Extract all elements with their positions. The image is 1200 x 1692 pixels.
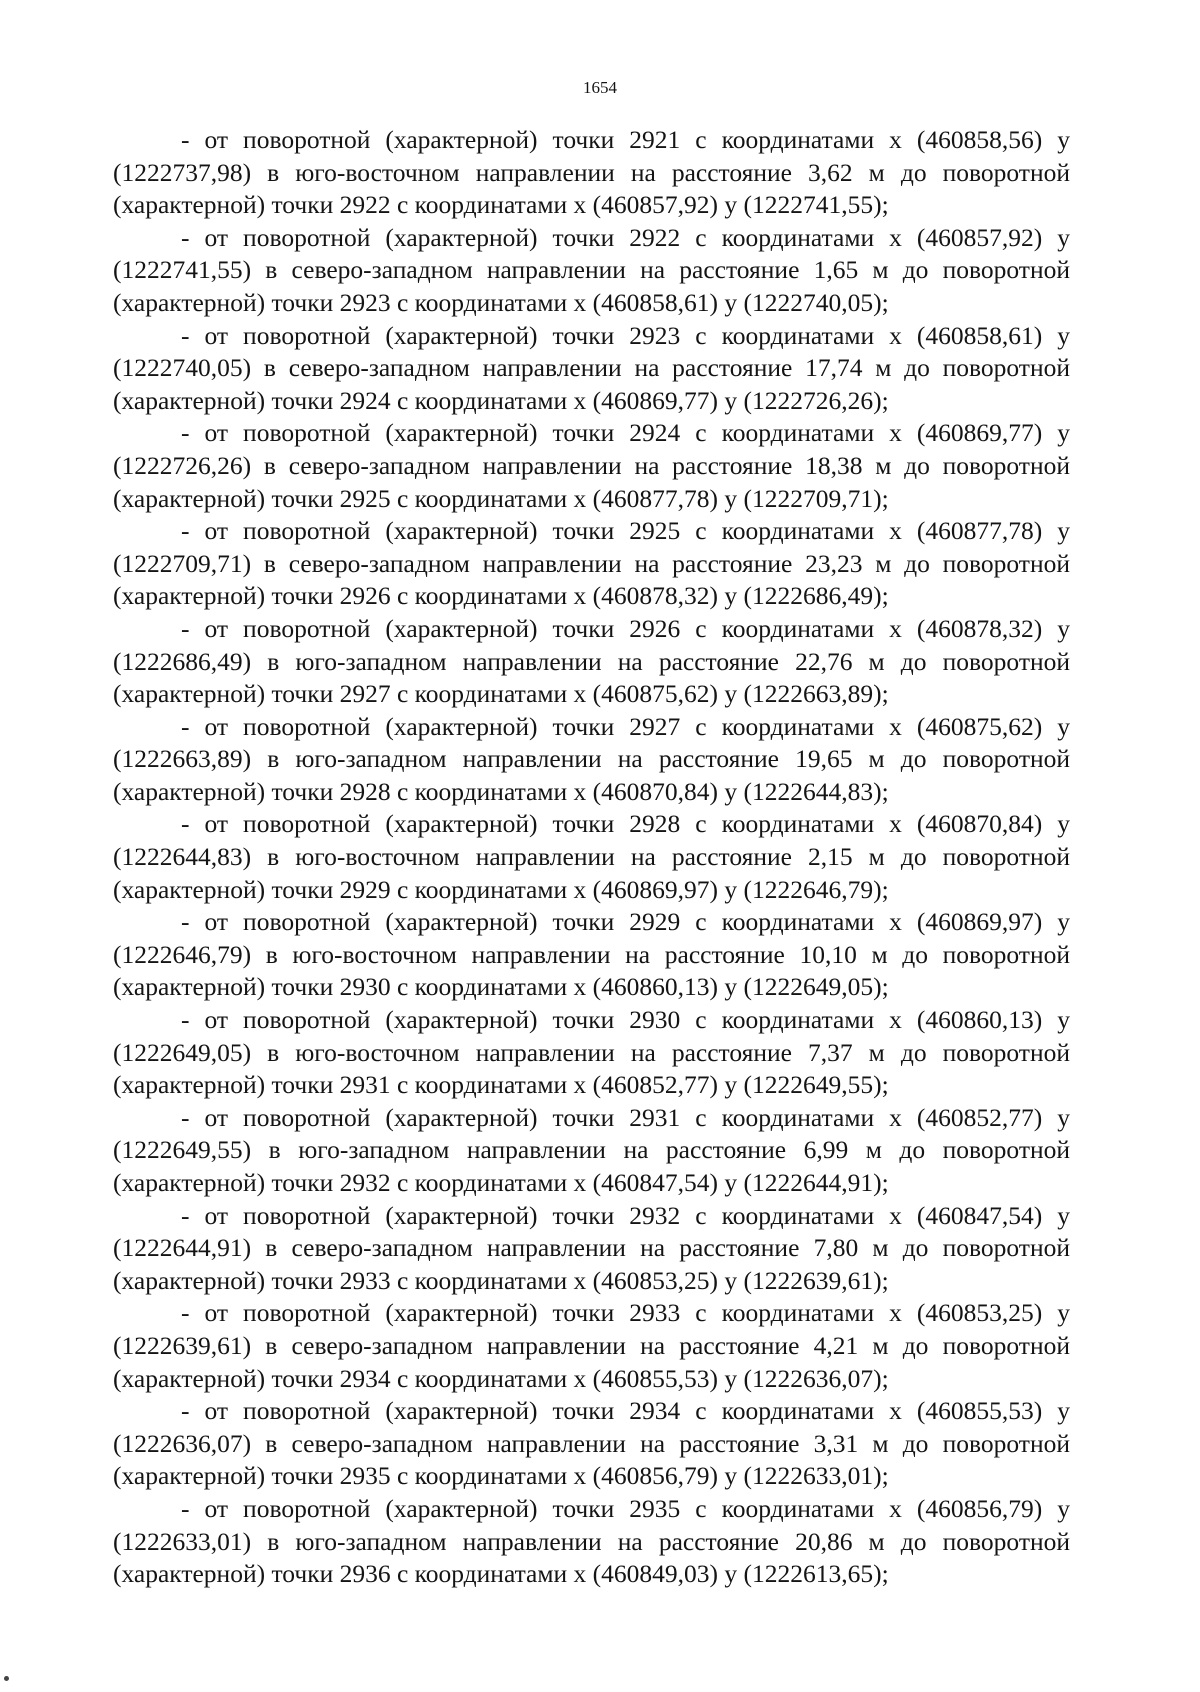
boundary-segment-2927: - от поворотной (характерной) точки 2927 с координатами х (460875,62) у (1222663,89) в юго-западном направлении на расстояние 19,65 м до поворотной (характерной) точки 2928 с координатами х (460870,84) у (1222644,83); [113,711,1070,806]
boundary-segment-2933: - от поворотной (характерной) точки 2933 с координатами х (460853,25) у (1222639,61) в северо-западном направлении на расстояние 4,21 м до поворотной (характерной) точки 2934 с координатами х (460855,53) у (1222636,07); [113,1298,1070,1393]
boundary-segment-2926: - от поворотной (характерной) точки 2926 с координатами х (460878,32) у (1222686,49) в юго-западном направлении на расстояние 22,76 м до поворотной (характерной) точки 2927 с координатами х (460875,62) у (1222663,89); [113,613,1070,709]
scan-dot-mark [4,1676,9,1681]
boundary-segment-2928: - от поворотной (характерной) точки 2928 с координатами х (460870,84) у (1222644,83) в юго-восточном направлении на расстояние 2,15 м до поворотной (характерной) точки 2929 с координатами х (460869,97) у (1222646,79); [113,809,1070,904]
boundary-segment-2929: - от поворотной (характерной) точки 2929 с координатами х (460869,97) у (1222646,79) в юго-восточном направлении на расстояние 10,10 м до поворотной (характерной) точки 2930 с координатами х (460860,13) у (1222649,05); [113,907,1070,1002]
boundary-segment-2923: - от поворотной (характерной) точки 2923 с координатами х (460858,61) у (1222740,05) в северо-западном направлении на расстояние 17,74 м до поворотной (характерной) точки 2924 с координатами х (460869,77) у (1222726,26); [113,320,1070,415]
boundary-segment-2924: - от поворотной (характерной) точки 2924 с координатами х (460869,77) у (1222726,26) в северо-западном направлении на расстояние 18,38 м до поворотной (характерной) точки 2925 с координатами х (460877,78) у (1222709,71); [113,418,1070,513]
page-number: 1654 [583,78,617,97]
boundary-segment-2932: - от поворотной (характерной) точки 2932 с координатами х (460847,54) у (1222644,91) в северо-западном направлении на расстояние 7,80 м до поворотной (характерной) точки 2933 с координатами х (460853,25) у (1222639,61); [113,1200,1070,1295]
boundary-segment-2922: - от поворотной (характерной) точки 2922 с координатами х (460857,92) у (1222741,55) в северо-западном направлении на расстояние 1,65 м до поворотной (характерной) точки 2923 с координатами х (460858,61) у (1222740,05); [113,222,1070,317]
boundary-segment-2931: - от поворотной (характерной) точки 2931 с координатами х (460852,77) у (1222649,55) в юго-западном направлении на расстояние 6,99 м до поворотной (характерной) точки 2932 с координатами х (460847,54) у (1222644,91); [113,1102,1070,1197]
boundary-segment-2935: - от поворотной (характерной) точки 2935 с координатами х (460856,79) у (1222633,01) в юго-западном направлении на расстояние 20,86 м до поворотной (характерной) точки 2936 с координатами х (460849,03) у (1222613,65); [113,1493,1070,1589]
boundary-segment-2930: - от поворотной (характерной) точки 2930 с координатами х (460860,13) у (1222649,05) в юго-восточном направлении на расстояние 7,37 м до поворотной (характерной) точки 2931 с координатами х (460852,77) у (1222649,55); [113,1005,1070,1100]
boundary-description [113,124,1070,1591]
boundary-segment-2925: - от поворотной (характерной) точки 2925 с координатами х (460877,78) у (1222709,71) в северо-западном направлении на расстояние 23,23 м до поворотной (характерной) точки 2926 с координатами х (460878,32) у (1222686,49); [113,516,1070,611]
boundary-segment-2921: - от поворотной (характерной) точки 2921 с координатами х (460858,56) у (1222737,98) в юго-восточном направлении на расстояние 3,62 м до поворотной (характерной) точки 2922 с координатами х (460857,92) у (1222741,55); [113,125,1070,220]
boundary-segment-2934: - от поворотной (характерной) точки 2934 с координатами х (460855,53) у (1222636,07) в северо-западном направлении на расстояние 3,31 м до поворотной (характерной) точки 2935 с координатами х (460856,79) у (1222633,01); [113,1396,1070,1491]
